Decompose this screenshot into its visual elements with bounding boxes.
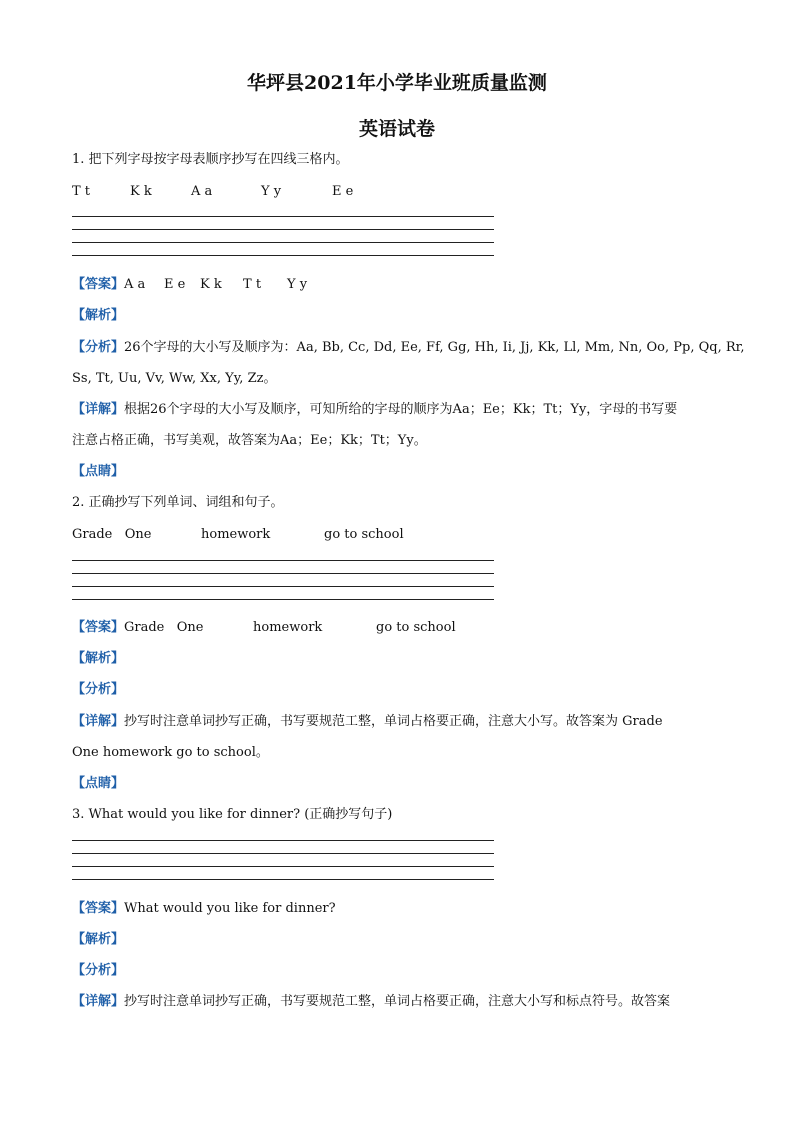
q2-item: go to school — [324, 527, 404, 542]
detail-tag: 【详解】 — [72, 994, 125, 1009]
answer-tag: 【答案】 — [72, 277, 125, 292]
q1-letter: K k — [130, 184, 152, 199]
q1-detail-line2: 注意占格正确，书写美观，故答案为Aa；Ee；Kk；Tt；Yy。 — [72, 433, 427, 448]
q2-item: Grade One — [72, 527, 152, 542]
q1-fenxi-line2: Ss, Tt, Uu, Vv, Ww, Xx, Yy, Zz。 — [72, 371, 277, 386]
q2-items — [72, 526, 404, 544]
q1-letters — [72, 183, 353, 201]
q3-answer — [72, 900, 336, 918]
fenxi-tag: 【分析】 — [72, 963, 125, 978]
fenxi-tag: 【分析】 — [72, 682, 125, 697]
analysis-tag: 【解析】 — [72, 651, 125, 666]
q3-prompt: 3. What would you like for dinner? (正确抄写句子) — [72, 807, 393, 822]
q3-detail-line1 — [72, 993, 670, 1011]
q2-prompt: 2. 正确抄写下列单词、词组和句子。 — [72, 495, 284, 510]
answer-letter: A a — [124, 277, 146, 292]
analysis-tag: 【解析】 — [72, 932, 125, 947]
answer-letter: T t — [243, 277, 262, 292]
q1-detail-line1 — [72, 401, 677, 419]
answer-letter: E e — [164, 277, 186, 292]
q1-letter: T t — [72, 184, 91, 199]
answer-item: go to school — [376, 620, 456, 635]
comment-tag: 【点睛】 — [72, 464, 125, 479]
q1-answer — [72, 276, 307, 294]
answer-letter: K k — [200, 277, 222, 292]
comment-tag: 【点睛】 — [72, 776, 125, 791]
q3-answer-text: What would you like for dinner? — [124, 901, 336, 916]
detail-tag: 【详解】 — [72, 714, 125, 729]
q2-detail-text: 抄写时注意单词抄写正确，书写要规范工整，单词占格要正确，注意大小写。故答案为 Grade — [124, 714, 663, 729]
q1-detail-text: 根据26个字母的大小写及顺序，可知所给的字母的顺序为Aa；Ee；Kk；Tt；Yy，字母的书写要 — [124, 402, 678, 417]
q1-writing-lines — [72, 216, 494, 268]
q1-prompt: 1. 把下列字母按字母表顺序抄写在四线三格内。 — [72, 152, 349, 167]
fenxi-tag: 【分析】 — [72, 340, 125, 355]
page-subtitle: 英语试卷 — [358, 118, 435, 140]
analysis-tag: 【解析】 — [72, 308, 125, 323]
q2-answer — [72, 619, 456, 637]
q3-writing-lines — [72, 840, 494, 892]
answer-item: Grade One — [124, 620, 204, 635]
q2-detail-line1 — [72, 713, 663, 731]
detail-tag: 【详解】 — [72, 402, 125, 417]
q2-writing-lines — [72, 560, 494, 612]
answer-tag: 【答案】 — [72, 620, 125, 635]
answer-tag: 【答案】 — [72, 901, 125, 916]
q1-letter: A a — [191, 184, 213, 199]
q2-detail-line2: One homework go to school。 — [72, 745, 269, 760]
q2-item: homework — [201, 527, 271, 542]
q1-fenxi-text: 26个字母的大小写及顺序为：Aa, Bb, Cc, Dd, Ee, Ff, Gg, Hh, Ii, Jj, Kk, Ll, Mm, Nn, Oo, Pp, Qq, Rr, — [124, 340, 745, 355]
answer-item: homework — [253, 620, 323, 635]
q3-detail-text: 抄写时注意单词抄写正确，书写要规范工整，单词占格要正确，注意大小写和标点符号。故答案 — [124, 994, 671, 1009]
q1-fenxi-line1 — [72, 339, 745, 357]
q1-letter: Y y — [261, 184, 282, 199]
answer-letter: Y y — [287, 277, 308, 292]
q1-letter: E e — [332, 184, 354, 199]
page-title: 华坪县2021年小学毕业班质量监测 — [247, 72, 547, 94]
